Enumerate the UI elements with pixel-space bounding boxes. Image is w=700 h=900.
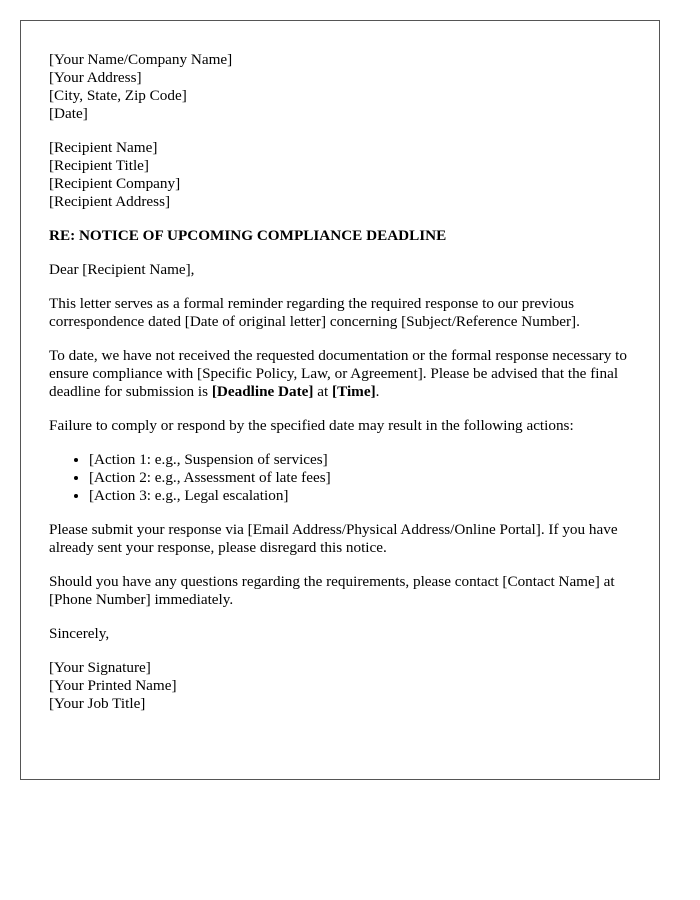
recipient-block bbox=[49, 139, 639, 211]
closing: Sincerely, bbox=[49, 625, 110, 642]
signature-block bbox=[49, 659, 639, 713]
deadline-text-after: . bbox=[375, 383, 380, 400]
salutation: Dear [Recipient Name], bbox=[49, 261, 195, 278]
recipient-address: [Recipient Address] bbox=[49, 193, 171, 210]
sender-name: [Your Name/Company Name] bbox=[49, 51, 233, 68]
paragraph-submission: Please submit your response via [Email Address/Physical Address/Online Portal]. If you have already sent your response, please disregard this notice. bbox=[49, 521, 618, 556]
list-item: • [Action 1: e.g., Suspension of services] bbox=[89, 451, 639, 469]
letter-content bbox=[49, 51, 639, 729]
paragraph-consequences: Failure to comply or respond by the specified date may result in the following actions: bbox=[49, 417, 574, 434]
sender-city-state-zip: [City, State, Zip Code] bbox=[49, 87, 187, 104]
deadline-text-middle: at bbox=[313, 383, 333, 400]
subject-line: RE: NOTICE OF UPCOMING COMPLIANCE DEADLINE bbox=[49, 227, 447, 244]
deadline-text-before: To date, we have not received the requested documentation or the formal response necessary to ensure compliance with [Specific Policy, Law, or Agreement]. Please be advised that the final deadline for submission is bbox=[49, 347, 627, 400]
recipient-company: [Recipient Company] bbox=[49, 175, 181, 192]
sender-address: [Your Address] bbox=[49, 69, 142, 86]
recipient-name: [Recipient Name] bbox=[49, 139, 158, 156]
paragraph-deadline bbox=[49, 347, 639, 401]
list-item: • [Action 3: e.g., Legal escalation] bbox=[89, 487, 639, 505]
paragraph-reminder: This letter serves as a formal reminder regarding the required response to our previous correspondence dated [Date of original letter] concerning [Subject/Reference Number]. bbox=[49, 295, 580, 330]
paragraph-contact: Should you have any questions regarding the requirements, please contact [Contact Name] at [Phone Number] immediately. bbox=[49, 573, 615, 608]
actions-list bbox=[49, 451, 639, 505]
deadline-time: [Time] bbox=[332, 383, 376, 400]
recipient-title: [Recipient Title] bbox=[49, 157, 149, 174]
signature: [Your Signature] bbox=[49, 659, 151, 676]
printed-name: [Your Printed Name] bbox=[49, 677, 177, 694]
job-title: [Your Job Title] bbox=[49, 695, 146, 712]
list-item: • [Action 2: e.g., Assessment of late fees] bbox=[89, 469, 639, 487]
letter-page bbox=[20, 20, 660, 780]
sender-block bbox=[49, 51, 639, 123]
deadline-date: [Deadline Date] bbox=[211, 383, 314, 400]
letter-date: [Date] bbox=[49, 105, 88, 122]
